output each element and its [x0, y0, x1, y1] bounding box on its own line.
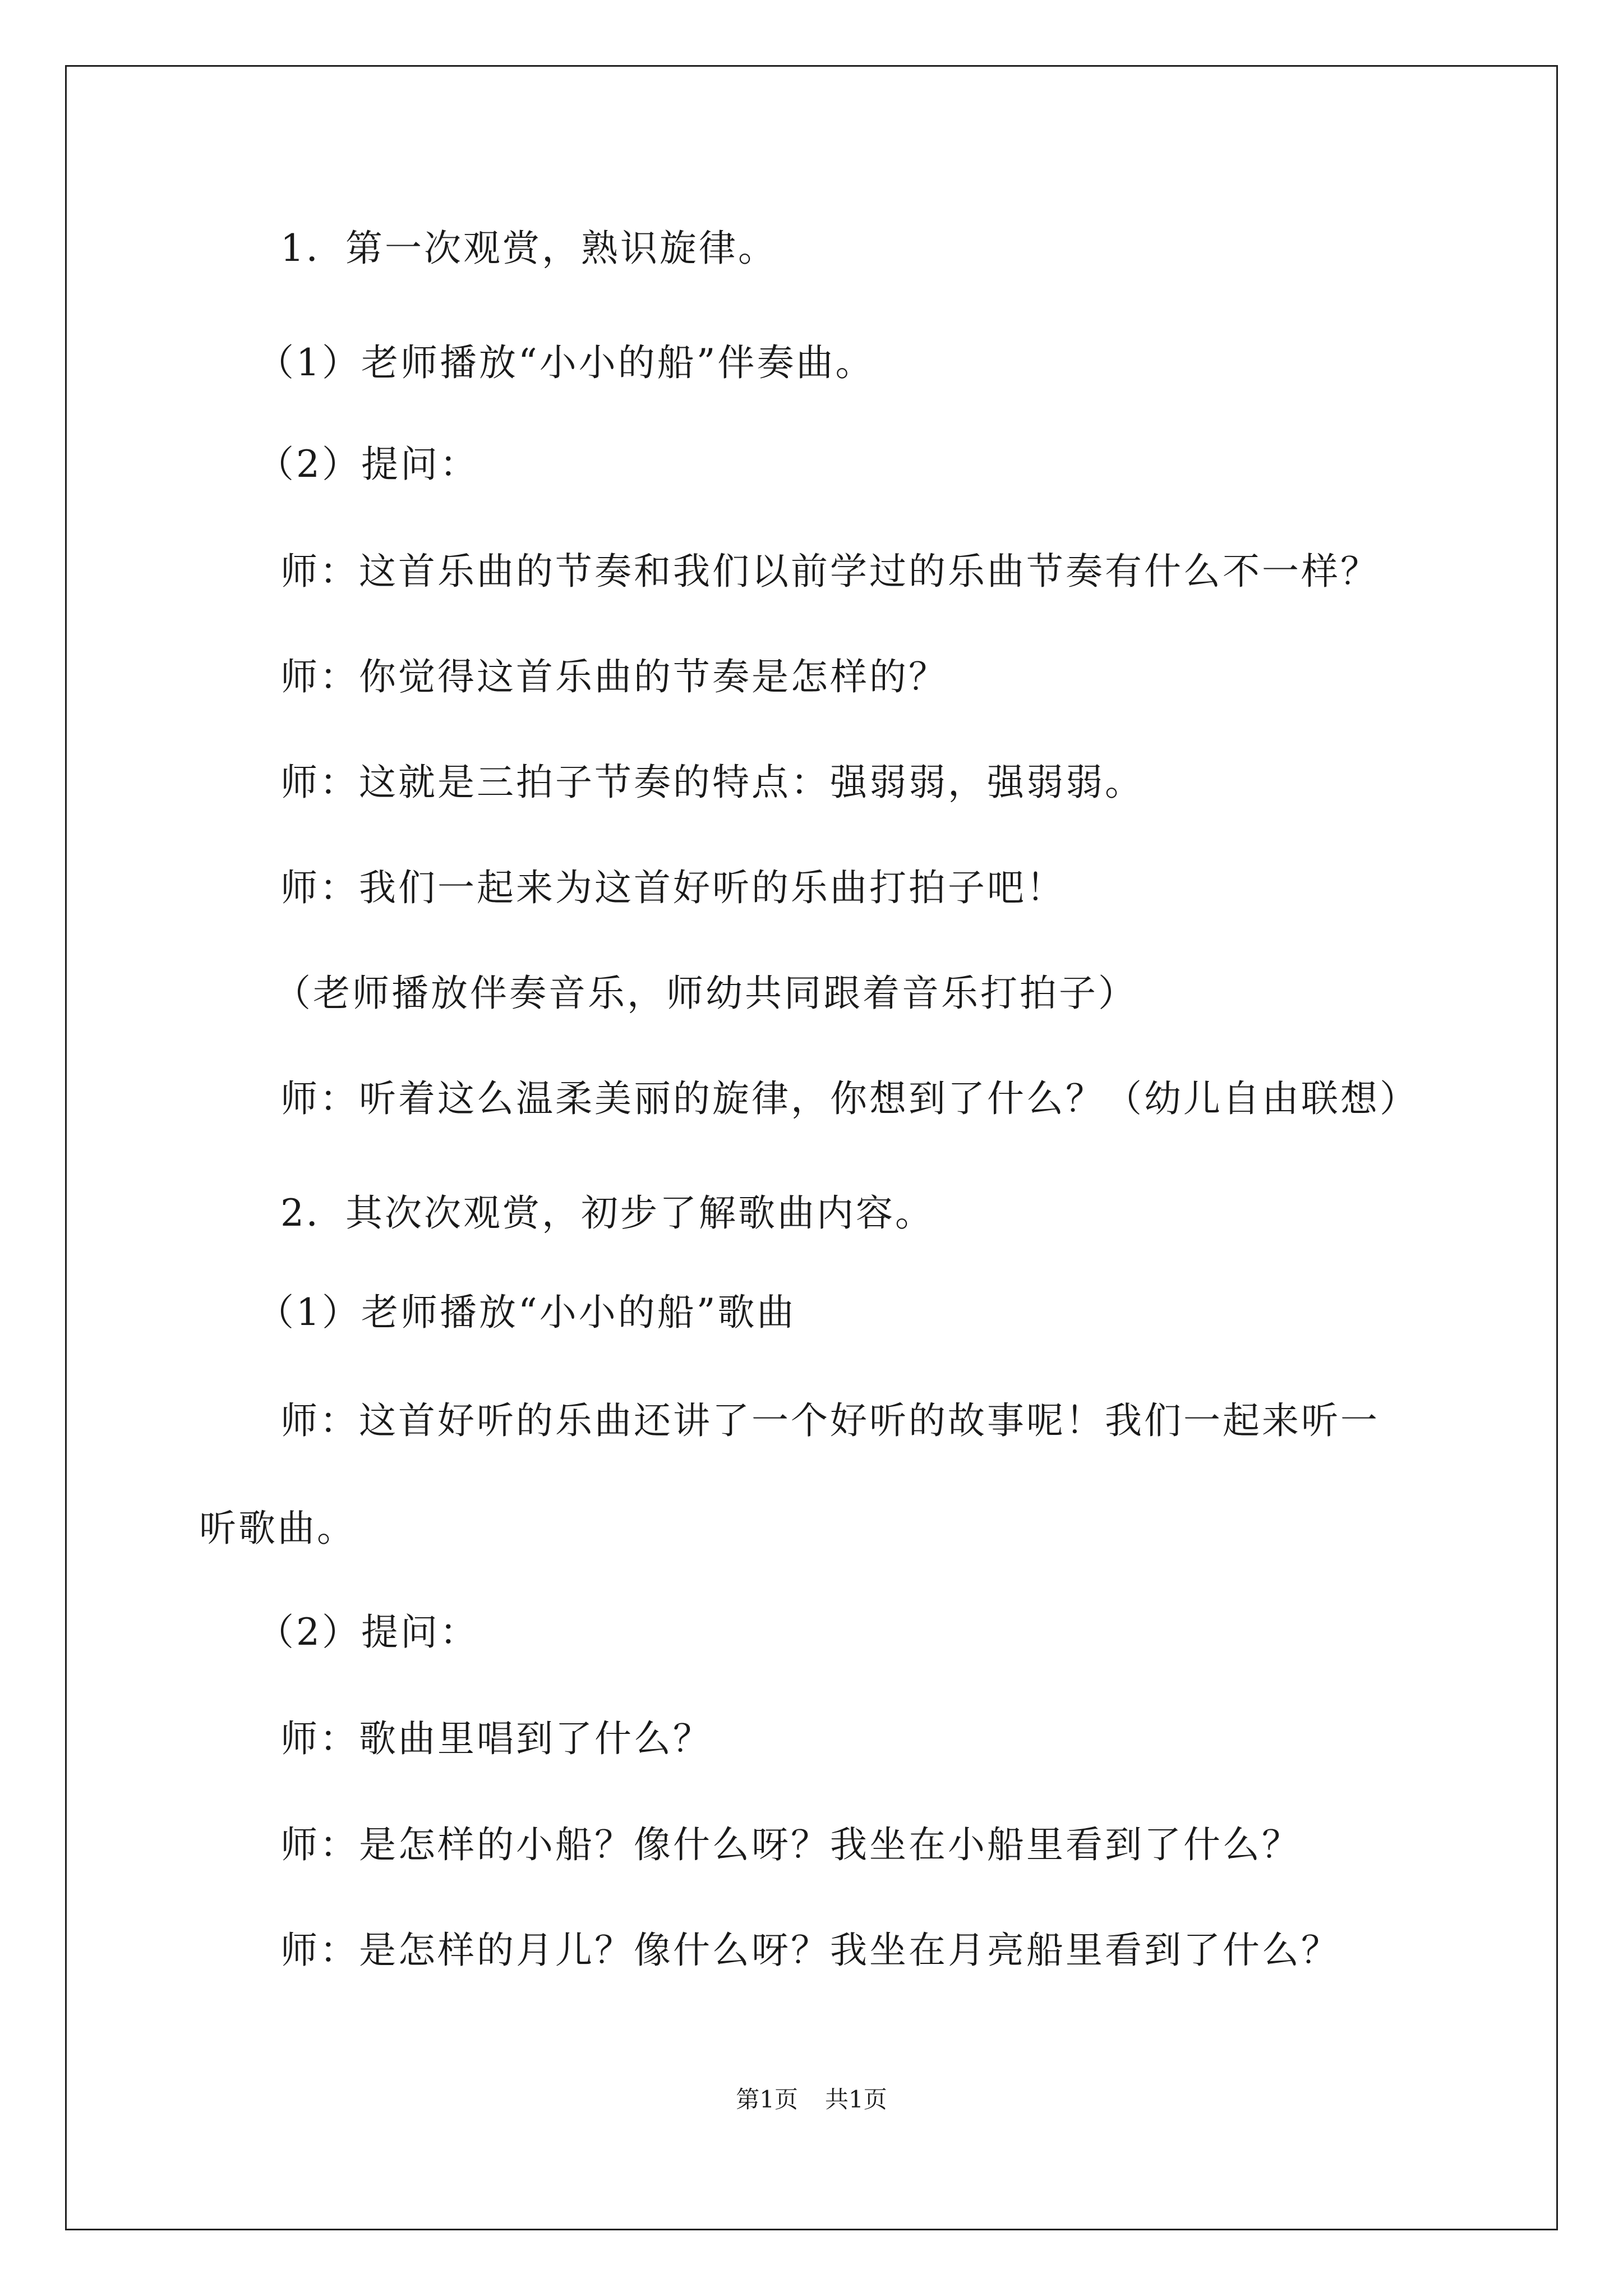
text-line: 师：这就是三拍子节奏的特点：强弱弱，强弱弱。 — [280, 761, 1144, 804]
text-line: 听歌曲。 — [199, 1507, 356, 1550]
text-line: 师：听着这么温柔美丽的旋律，你想到了什么？（幼儿自由联想） — [280, 1077, 1419, 1120]
text-line: （1）老师播放“小小的船”歌曲 — [257, 1291, 796, 1334]
text-line: （2）提问： — [257, 1611, 479, 1654]
page-number: 第1页 — [736, 2086, 798, 2113]
page-border — [65, 65, 1558, 2230]
text-line: 师：是怎样的月儿？像什么呀？我坐在月亮船里看到了什么？ — [280, 1929, 1340, 1972]
page-footer — [0, 2088, 1623, 2111]
text-line: （1）老师播放“小小的船”伴奏曲。 — [257, 341, 875, 384]
text-line: 师：你觉得这首乐曲的节奏是怎样的？ — [280, 655, 948, 698]
page-total: 共1页 — [825, 2086, 887, 2113]
text-line: 师：我们一起来为这首好听的乐曲打拍子吧！ — [280, 866, 1066, 909]
text-line: 师：这首好听的乐曲还讲了一个好听的故事呢！我们一起来听一 — [280, 1399, 1380, 1442]
text-line: 师：是怎样的小船？像什么呀？我坐在小船里看到了什么？ — [280, 1823, 1301, 1866]
text-line: 2．其次次观赏，初步了解歌曲内容。 — [280, 1191, 934, 1235]
text-line: 师：歌曲里唱到了什么？ — [280, 1717, 712, 1760]
text-line: （2）提问： — [257, 443, 479, 486]
text-line: （老师播放伴奏音乐，师幼共同跟着音乐打拍子） — [274, 972, 1137, 1015]
text-line: 1．第一次观赏，熟识旋律。 — [280, 227, 777, 270]
text-line: 师：这首乐曲的节奏和我们以前学过的乐曲节奏有什么不一样？ — [280, 550, 1380, 593]
